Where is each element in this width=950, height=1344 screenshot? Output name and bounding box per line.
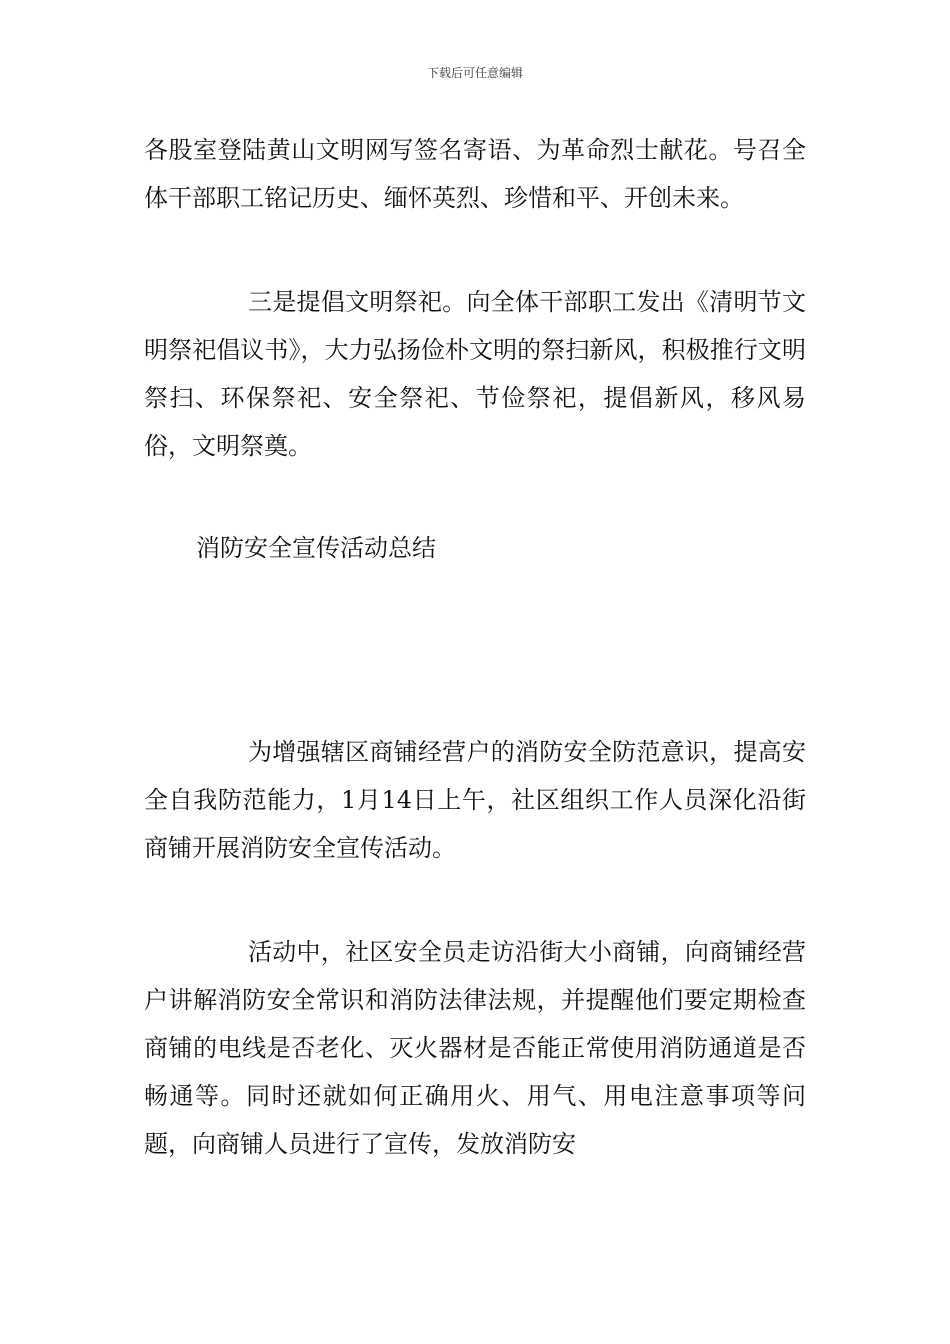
paragraph-2: 三是提倡文明祭祀。向全体干部职工发出《清明节文明祭祀倡议书》，大力弘扬俭朴文明的祭扫新风，积极推行文明祭扫、环保祭祀、安全祭祀、节俭祭祀，提倡新风，移风易俗，文明祭奠。 [144, 288, 806, 460]
paragraph-1: 各股室登陆黄山文明网写签名寄语、为革命烈士献花。号召全体干部职工铭记历史、缅怀英烈、珍惜和平、开创未来。 [144, 136, 806, 212]
paragraph-4: 活动中，社区安全员走访沿街大小商铺，向商铺经营户讲解消防安全常识和消防法律法规，并提醒他们要定期检查商铺的电线是否老化、灭火器材是否能正常使用消防通道是否畅通等。同时还就如何正确用火、用气、用电注意事项等问题，向商铺人员进行了宣传，发放消防安 [144, 938, 806, 1158]
section-title: 消防安全宣传活动总结 [196, 534, 436, 562]
paragraph-3: 为增强辖区商铺经营户的消防安全防范意识，提高安全自我防范能力，1月14日上午，社区组织工作人员深化沿街商铺开展消防安全宣传活动。 [144, 738, 806, 862]
page-header: 下载后可任意编辑 [426, 66, 523, 80]
document-body [144, 126, 806, 1168]
